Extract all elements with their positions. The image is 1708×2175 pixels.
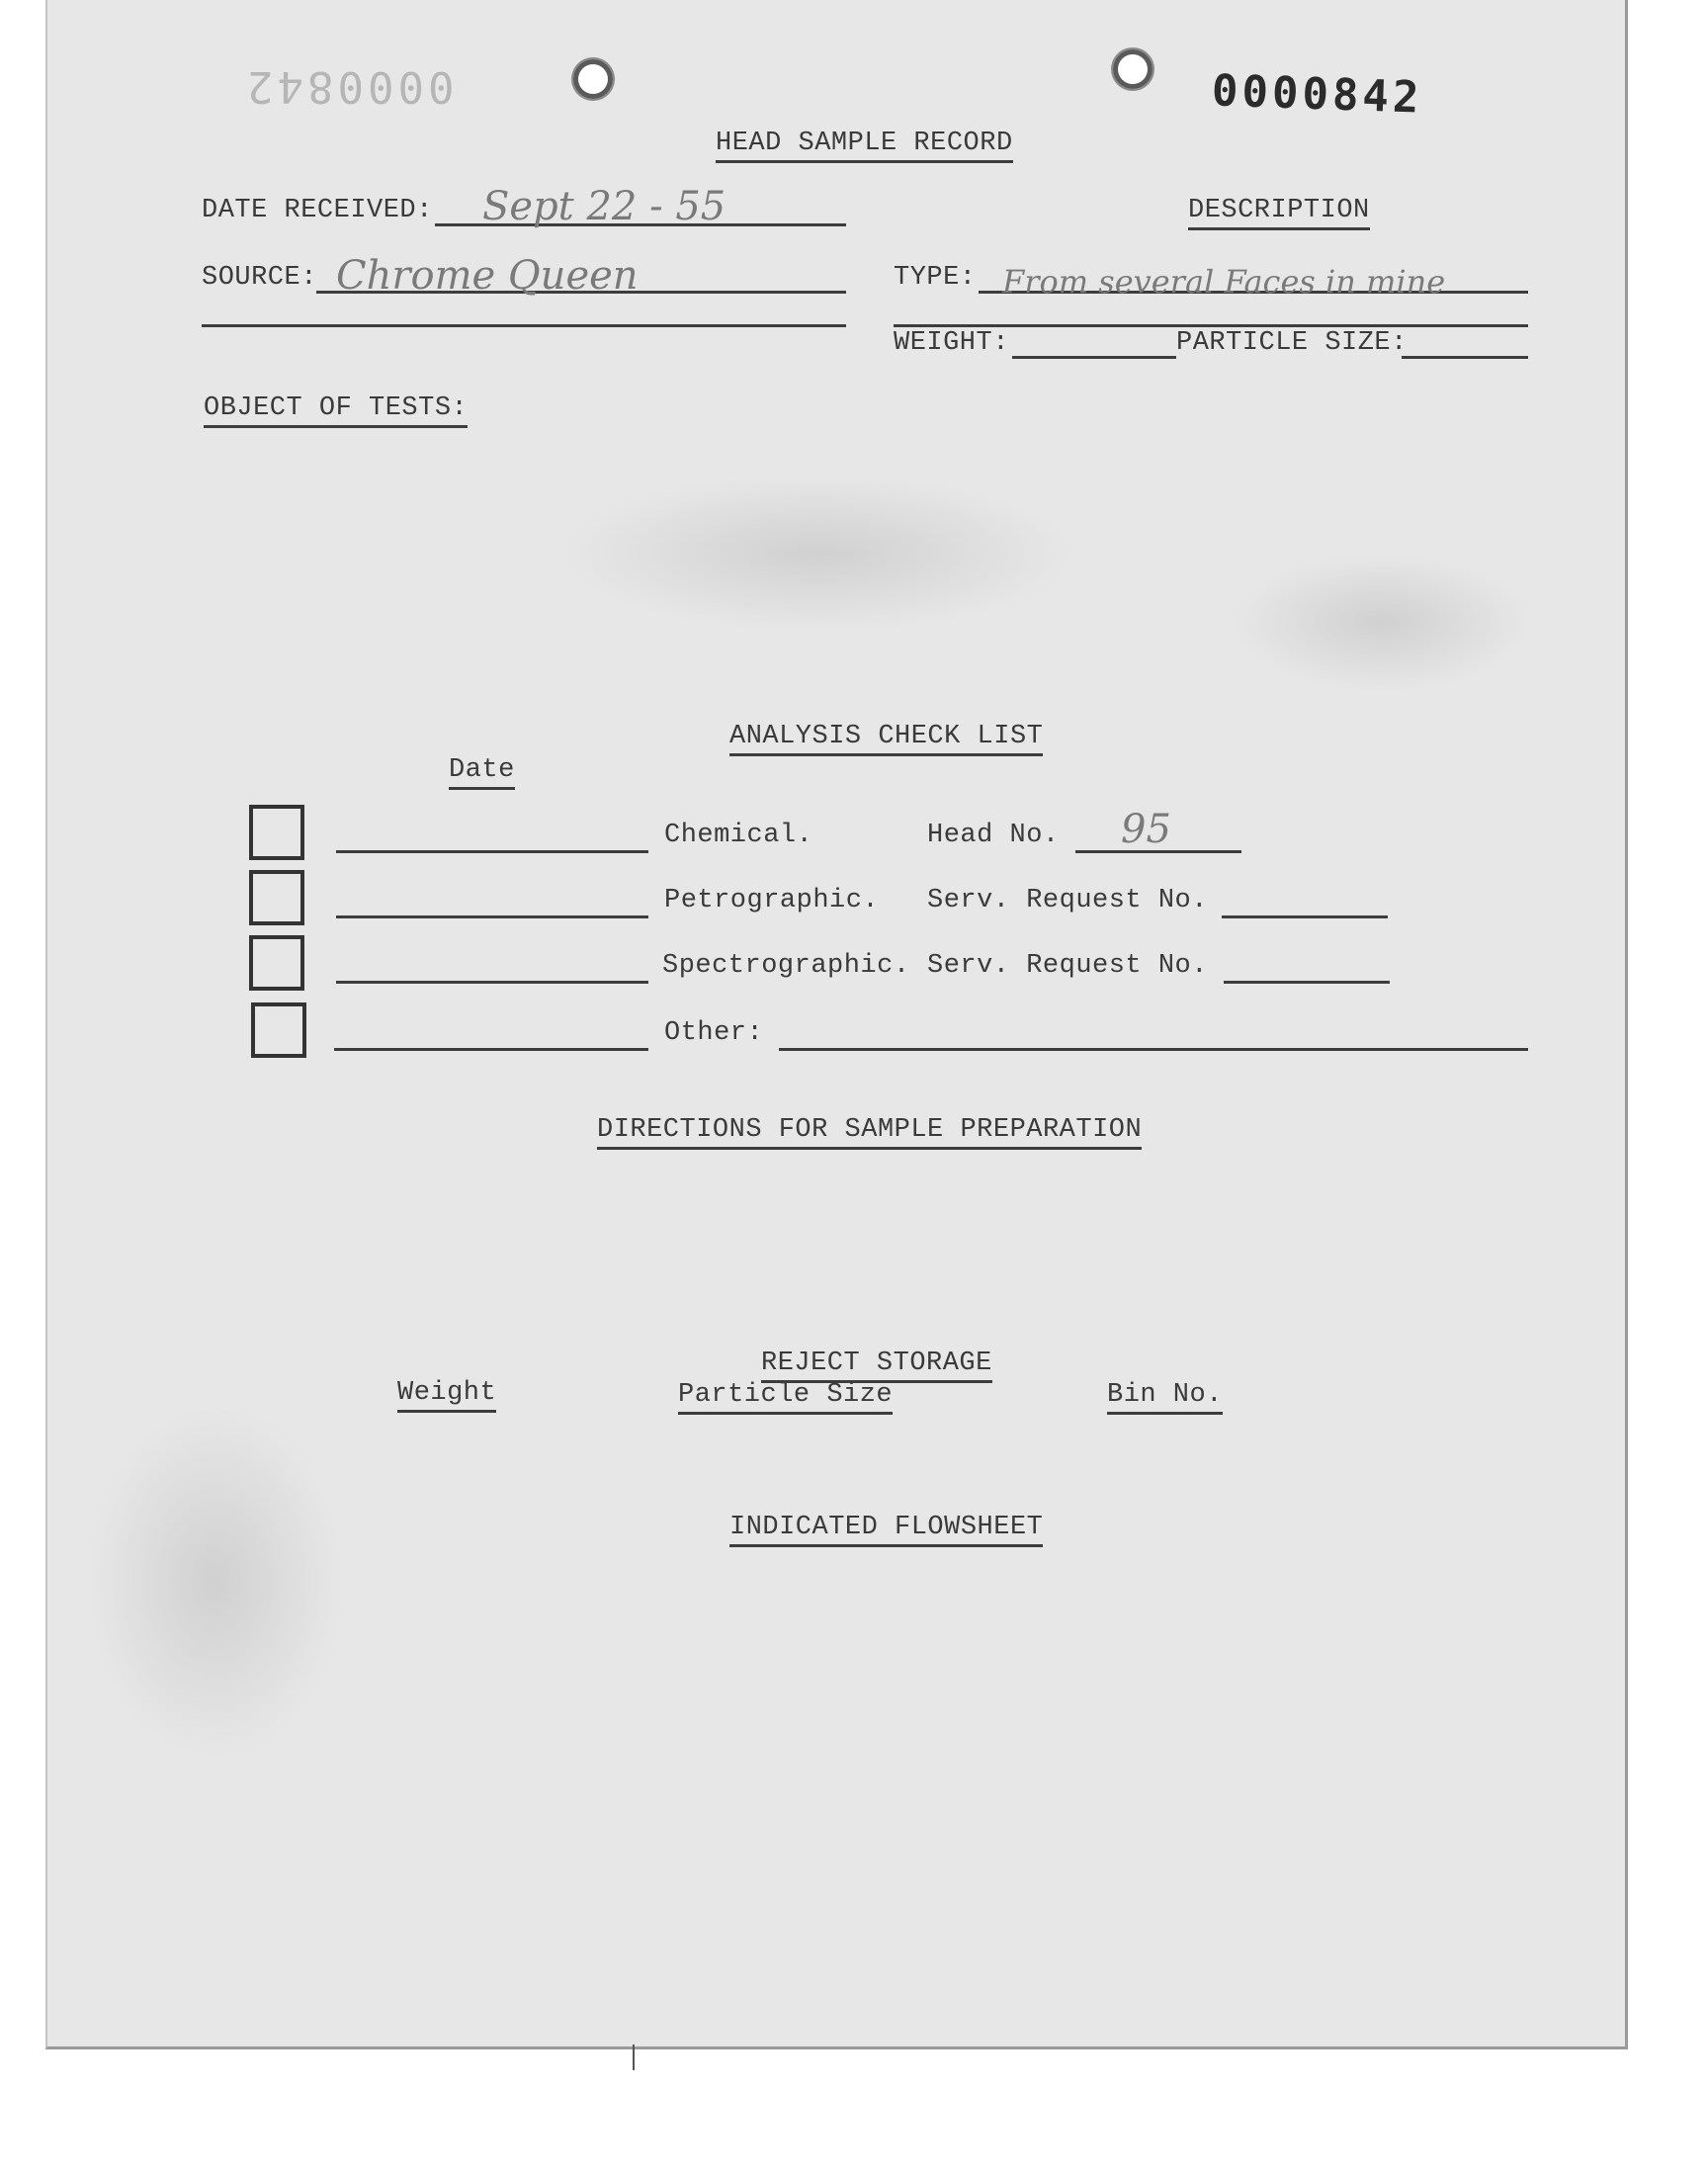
punch-hole-left <box>573 59 613 99</box>
weight-label: WEIGHT: <box>894 328 1009 358</box>
source-second-line <box>202 324 846 327</box>
other-description-line[interactable] <box>779 1048 1528 1051</box>
page-title: HEAD SAMPLE RECORD <box>716 129 1013 163</box>
head-no-label: Head No. <box>927 821 1060 850</box>
smudge <box>561 475 1075 633</box>
type-second-line <box>894 324 1528 327</box>
source-label: SOURCE: <box>202 263 317 293</box>
punch-hole-right <box>1113 49 1153 89</box>
reject-weight-label: Weight <box>397 1378 496 1413</box>
source-value: Chrome Queen <box>336 253 639 299</box>
reject-bin-no-label: Bin No. <box>1107 1380 1223 1415</box>
spectrographic-date-line[interactable] <box>336 981 648 984</box>
type-value: From several Faces in mine <box>1002 263 1446 301</box>
chemical-date-line[interactable] <box>336 850 648 853</box>
date-column-heading: Date <box>449 755 515 790</box>
document-page <box>45 0 1628 2049</box>
indicated-flowsheet-heading: INDICATED FLOWSHEET <box>729 1513 1043 1547</box>
chemical-label: Chemical. <box>664 821 813 850</box>
smudge <box>1234 554 1530 692</box>
weight-line <box>1012 356 1176 359</box>
description-heading: DESCRIPTION <box>1188 196 1370 230</box>
type-label: TYPE: <box>894 263 977 293</box>
petrographic-label: Petrographic. <box>664 886 880 915</box>
directions-heading: DIRECTIONS FOR SAMPLE PREPARATION <box>597 1115 1142 1150</box>
petrographic-date-line[interactable] <box>336 915 648 918</box>
chemical-checkbox[interactable] <box>249 805 304 860</box>
petrographic-serv-request-label: Serv. Request No. <box>927 886 1208 915</box>
petrographic-serv-request-line[interactable] <box>1222 915 1388 918</box>
other-checkbox[interactable] <box>251 1002 306 1058</box>
head-no-value: 95 <box>1121 807 1171 852</box>
petrographic-checkbox[interactable] <box>249 870 304 925</box>
object-of-tests-label: OBJECT OF TESTS: <box>204 393 468 428</box>
scan-edge-mark <box>633 2044 635 2070</box>
spectrographic-label: Spectrographic. <box>662 951 910 981</box>
other-label: Other: <box>664 1018 764 1048</box>
spectrographic-checkbox[interactable] <box>249 935 304 991</box>
spectrographic-serv-request-line[interactable] <box>1224 981 1390 984</box>
analysis-check-list-heading: ANALYSIS CHECK LIST <box>729 722 1043 756</box>
faint-mirrored-number-stamp: 0000842 <box>243 61 455 112</box>
reject-storage-heading: REJECT STORAGE <box>761 1348 992 1383</box>
date-received-label: DATE RECEIVED: <box>202 196 433 225</box>
smudge <box>87 1404 344 1760</box>
spectrographic-serv-request-label: Serv. Request No. <box>927 951 1208 981</box>
particle-size-label: PARTICLE SIZE: <box>1176 328 1408 358</box>
reject-particle-size-label: Particle Size <box>678 1380 893 1415</box>
record-number-stamp: 0000842 <box>1211 65 1424 124</box>
particle-size-line <box>1402 356 1528 359</box>
other-date-line[interactable] <box>334 1048 648 1051</box>
date-received-value: Sept 22 - 55 <box>482 184 726 229</box>
